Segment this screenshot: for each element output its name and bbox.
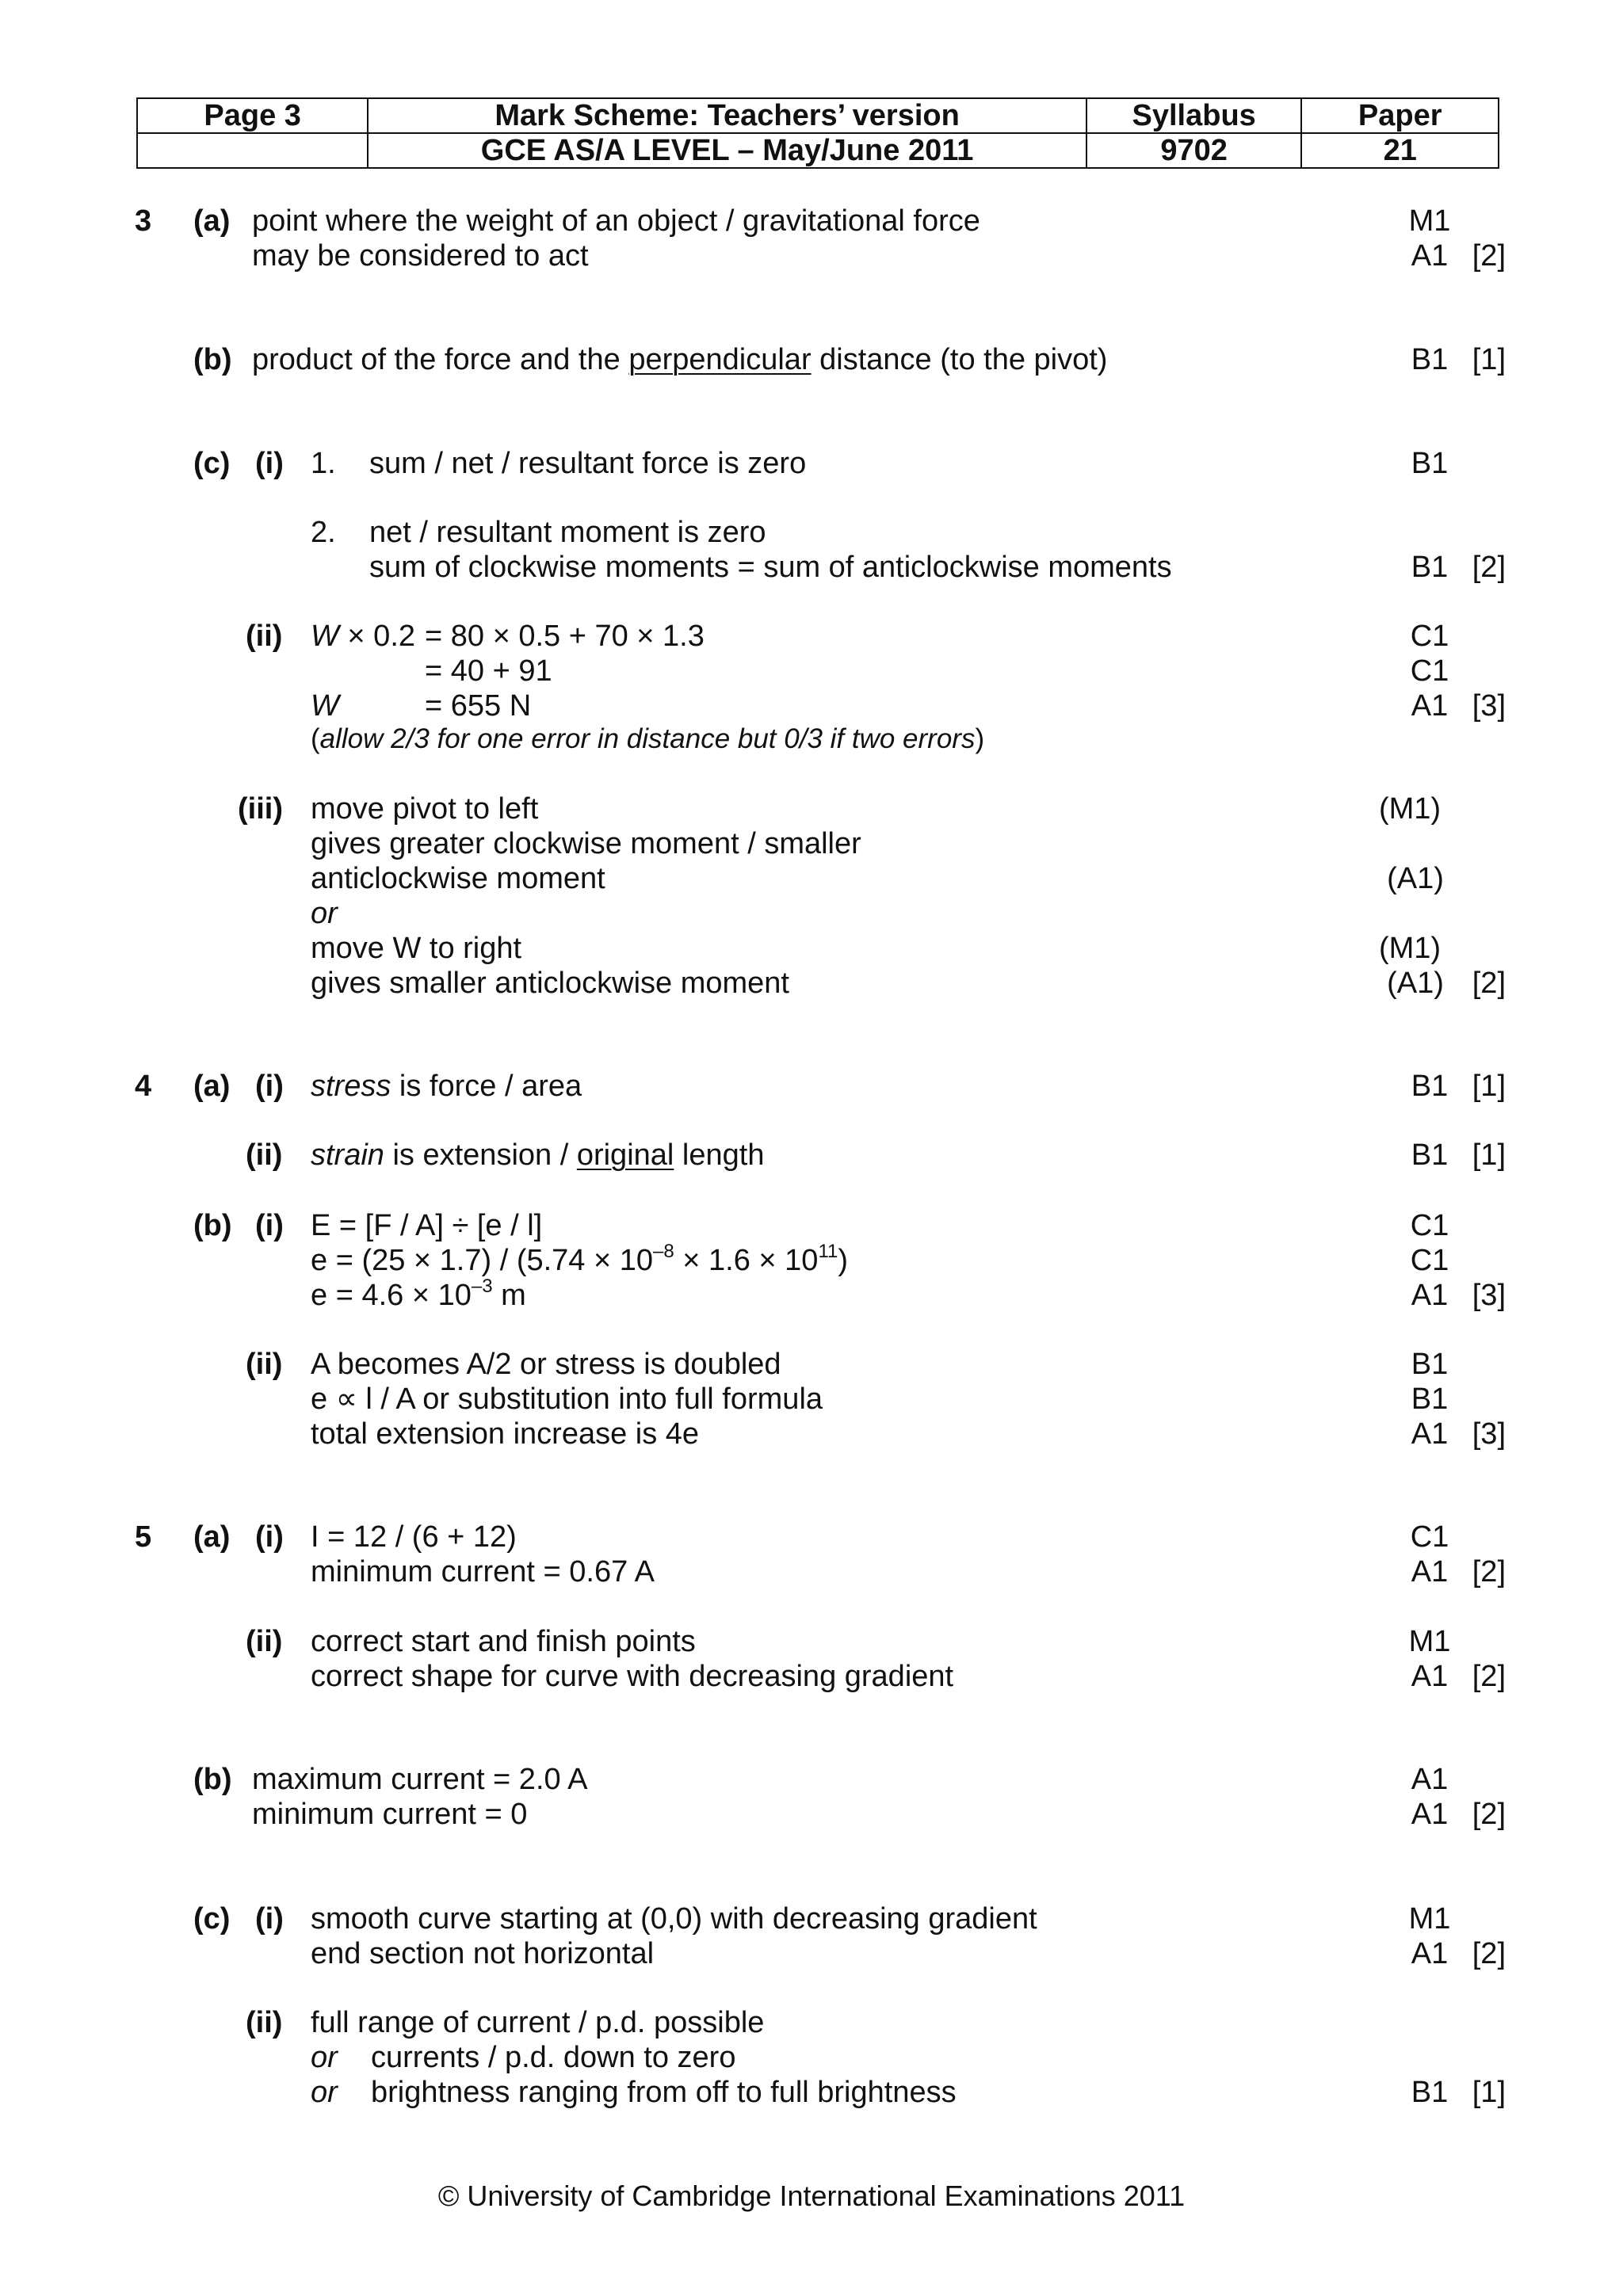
- answer-text: sum / net / resultant force is zero: [369, 447, 807, 480]
- answer-text: gives smaller anticlockwise moment: [311, 967, 789, 1000]
- answer-text: [311, 1278, 526, 1313]
- total-marks: [1]: [1472, 1138, 1506, 1172]
- mark: (A1): [1387, 862, 1444, 895]
- mark: A1: [1411, 689, 1449, 723]
- header-exam: GCE AS/A LEVEL – May/June 2011: [368, 133, 1086, 168]
- mark: M1: [1408, 204, 1451, 238]
- subpart-label: (ii): [246, 1348, 283, 1381]
- or-text: or: [311, 2076, 338, 2109]
- header-page: Page 3: [137, 98, 368, 133]
- answer-text: correct start and finish points: [311, 1625, 696, 1658]
- mark: A1: [1411, 1660, 1449, 1693]
- total-marks: [2]: [1472, 1937, 1506, 1970]
- question-number: 5: [135, 1520, 152, 1554]
- term: stress: [311, 1070, 391, 1103]
- mark: M1: [1408, 1902, 1451, 1936]
- mark: B1: [1411, 1348, 1449, 1381]
- answer-text: [252, 342, 1107, 377]
- total-marks: [3]: [1472, 689, 1506, 723]
- answer-text: net / resultant moment is zero: [369, 516, 766, 549]
- text-segment: m: [492, 1279, 526, 1312]
- part-label: (b): [193, 1763, 232, 1796]
- total-marks: [3]: [1472, 1279, 1506, 1312]
- answer-text: minimum current = 0.67 A: [311, 1555, 655, 1589]
- answer-text: minimum current = 0: [252, 1798, 528, 1831]
- text-segment: is extension /: [384, 1138, 577, 1172]
- header-syllabus-label: Syllabus: [1086, 98, 1302, 133]
- mark: A1: [1411, 1279, 1449, 1312]
- answer-text: point where the weight of an object / gravitational force: [252, 204, 980, 238]
- header-paper-number: 21: [1301, 133, 1499, 168]
- answer-text: [311, 1138, 764, 1173]
- text-segment: length: [674, 1138, 765, 1172]
- total-marks: [2]: [1472, 1555, 1506, 1589]
- mark: A1: [1411, 1937, 1449, 1970]
- text-segment: product of the force and the: [252, 343, 629, 376]
- mark: (M1): [1378, 792, 1442, 826]
- subpart-label: (ii): [246, 2006, 283, 2039]
- answer-text: = 80 × 0.5 + 70 × 1.3: [425, 620, 705, 653]
- item-number: 2.: [311, 516, 336, 549]
- text-segment: e = 4.6 × 10: [311, 1279, 472, 1312]
- mark: B1: [1411, 1070, 1449, 1103]
- subpart-label: (iii): [238, 792, 283, 826]
- item-number: 1.: [311, 447, 336, 480]
- mark: B1: [1411, 551, 1449, 584]
- mark: A1: [1411, 1555, 1449, 1589]
- mark: A1: [1411, 1417, 1449, 1451]
- note-text: allow 2/3 for one error in distance but 0/3 if two errors: [319, 723, 976, 754]
- total-marks: [3]: [1472, 1417, 1506, 1451]
- answer-text: currents / p.d. down to zero: [371, 2041, 736, 2074]
- subpart-label: (ii): [246, 620, 283, 653]
- part-label: (a): [193, 1520, 231, 1554]
- answer-text: correct shape for curve with decreasing gradient: [311, 1660, 954, 1693]
- footer-copyright: © University of Cambridge International Examinations 2011: [437, 2180, 1186, 2212]
- mark: B1: [1411, 2076, 1449, 2109]
- answer-text: full range of current / p.d. possible: [311, 2006, 765, 2039]
- header-table: [136, 97, 1499, 169]
- variable: W: [311, 620, 339, 653]
- subpart-label: (i): [255, 447, 284, 480]
- answer-text: total extension increase is 4e: [311, 1417, 700, 1451]
- part-label: (a): [193, 1070, 231, 1103]
- header-row: [137, 133, 1499, 168]
- exponent: –8: [653, 1241, 674, 1262]
- answer-text: move W to right: [311, 932, 522, 965]
- subpart-label: (ii): [246, 1625, 283, 1658]
- total-marks: [1]: [1472, 2076, 1506, 2109]
- examiner-note: (allow 2/3 for one error in distance but 0/3 if two errors): [311, 723, 985, 754]
- mark: B1: [1411, 343, 1449, 376]
- mark: C1: [1410, 1520, 1449, 1554]
- subpart-label: (i): [255, 1070, 284, 1103]
- header-syllabus-code: 9702: [1086, 133, 1302, 168]
- header-paper-label: Paper: [1301, 98, 1499, 133]
- subpart-label: (i): [255, 1209, 284, 1242]
- total-marks: [1]: [1472, 1070, 1506, 1103]
- total-marks: [2]: [1472, 967, 1506, 1000]
- mark: M1: [1408, 1625, 1451, 1658]
- answer-text: = 655 N: [425, 689, 532, 723]
- question-number: 4: [135, 1070, 152, 1103]
- text-segment: e = (25 × 1.7) / (5.74 × 10: [311, 1244, 654, 1277]
- part-label: (b): [193, 343, 232, 376]
- text-segment: ): [838, 1244, 849, 1277]
- exponent: –3: [471, 1276, 493, 1297]
- mark: C1: [1410, 654, 1449, 688]
- answer-text: gives greater clockwise moment / smaller: [311, 827, 861, 860]
- mark: (A1): [1387, 967, 1444, 1000]
- answer-text: [311, 1243, 848, 1278]
- subpart-label: (ii): [246, 1138, 283, 1172]
- subpart-label: (i): [255, 1902, 284, 1936]
- or-text: or: [311, 2041, 338, 2074]
- mark: C1: [1410, 620, 1449, 653]
- answer-text: move pivot to left: [311, 792, 539, 826]
- answer-text: end section not horizontal: [311, 1937, 655, 1970]
- total-marks: [1]: [1472, 343, 1506, 376]
- text-segment: is force / area: [391, 1070, 582, 1103]
- total-marks: [2]: [1472, 239, 1506, 273]
- header-empty-cell: [137, 133, 368, 168]
- answer-text: sum of clockwise moments = sum of anticlockwise moments: [369, 551, 1172, 584]
- mark: A1: [1411, 239, 1449, 273]
- answer-text: = 40 + 91: [425, 654, 552, 688]
- text-segment: × 1.6 × 10: [674, 1244, 819, 1277]
- text-segment: × 0.2: [338, 620, 416, 653]
- question-number: 3: [135, 204, 152, 238]
- text-segment: distance (to the pivot): [811, 343, 1108, 376]
- answer-text: A becomes A/2 or stress is doubled: [311, 1348, 781, 1381]
- header-title: Mark Scheme: Teachers’ version: [368, 98, 1086, 133]
- mark: C1: [1410, 1209, 1449, 1242]
- part-label: (c): [193, 1902, 231, 1936]
- answer-text: I = 12 / (6 + 12): [311, 1520, 517, 1554]
- underlined-word: original: [576, 1138, 674, 1172]
- mark: B1: [1411, 1383, 1449, 1416]
- part-label: (a): [193, 204, 231, 238]
- mark: C1: [1410, 1244, 1449, 1277]
- total-marks: [2]: [1472, 1798, 1506, 1831]
- mark: A1: [1411, 1798, 1449, 1831]
- total-marks: [2]: [1472, 551, 1506, 584]
- term: strain: [311, 1138, 384, 1172]
- variable: W: [311, 689, 339, 723]
- answer-text: [311, 1069, 582, 1104]
- header-row: [137, 98, 1499, 133]
- part-label: (b): [193, 1209, 232, 1242]
- exponent: 11: [818, 1241, 838, 1262]
- underlined-word: perpendicular: [628, 343, 812, 376]
- or-text: or: [311, 897, 338, 930]
- answer-text: [311, 619, 415, 654]
- answer-text: smooth curve starting at (0,0) with decreasing gradient: [311, 1902, 1037, 1936]
- mark: B1: [1411, 447, 1449, 480]
- subpart-label: (i): [255, 1520, 284, 1554]
- mark: A1: [1411, 1763, 1449, 1796]
- answer-text: E = [F / A] ÷ [e / l]: [311, 1209, 543, 1242]
- part-label: (c): [193, 447, 231, 480]
- answer-text: e ∝ l / A or substitution into full formula: [311, 1383, 823, 1416]
- answer-text: maximum current = 2.0 A: [252, 1763, 588, 1796]
- mark: (M1): [1378, 932, 1442, 965]
- answer-text: may be considered to act: [252, 239, 589, 273]
- total-marks: [2]: [1472, 1660, 1506, 1693]
- answer-text: brightness ranging from off to full brightness: [371, 2076, 957, 2109]
- answer-text: anticlockwise moment: [311, 862, 605, 895]
- mark: B1: [1411, 1138, 1449, 1172]
